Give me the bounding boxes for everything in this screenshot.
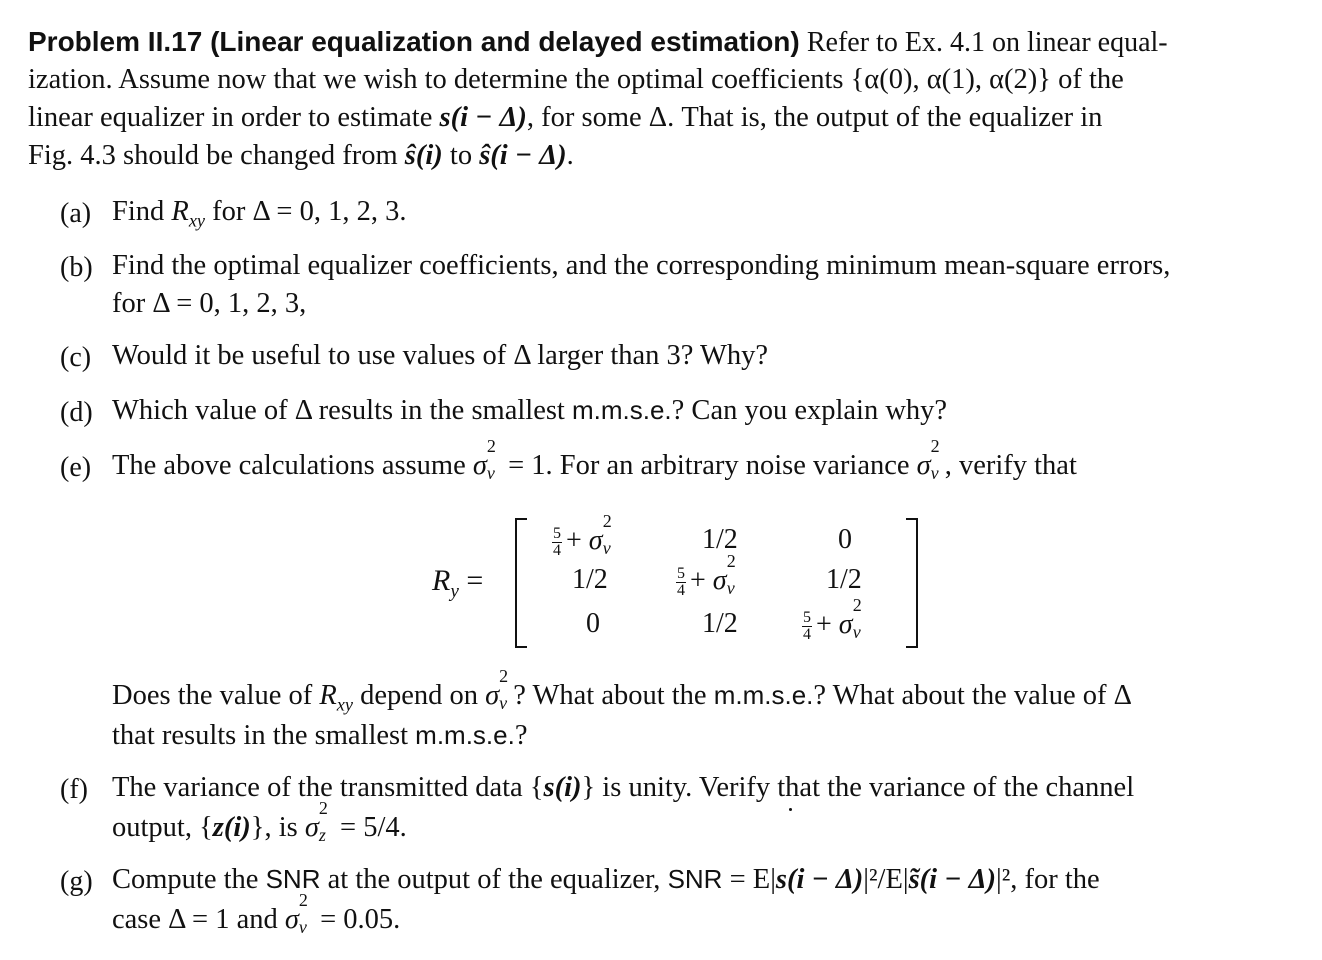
part-d-text: Which value of Δ results in the smallest m.m.s.e.? Can you explain why? [112,395,948,426]
intro-line-4: Fig. 4.3 should be changed from ŝ(i) to ŝ(i − Δ). [28,140,574,171]
part-f-text-1: The variance of the transmitted data {s(i)} is unity. Verify that the variance of the channel [112,772,1135,803]
intro-line-3: linear equalizer in order to estimate s(i − Δ), for some Δ. That is, the output of the equalizer in [28,102,1103,133]
matrix-cell-1-3: 0 [838,524,852,555]
matrix-left-bracket [515,518,527,648]
matrix-cell-1-1: $\frac{5}{4}$ + σ 2 v [553,510,612,559]
part-e-label: (e) [60,452,92,483]
part-c-label: (c) [60,342,92,373]
intro-line-1: Refer to Ex. 4.1 on linear equal- [806,27,1168,58]
part-b-text-2: for Δ = 0, 1, 2, 3, [112,288,307,319]
matrix-right-bracket [906,518,918,648]
matrix-cell-2-3: 1/2 [826,564,862,595]
part-f-text-2: output, {z(i)}, is σ 2 z = 5/4. [112,798,407,845]
intro-line-2: ization. Assume now that we wish to determine the optimal coefficients {α(0), α(1), α(2)} of the [28,64,1124,95]
matrix-cell-2-1: 1/2 [572,564,608,595]
stray-dot [789,808,792,811]
matrix-cell-3-1: 0 [586,608,600,639]
part-b-text-1: Find the optimal equalizer coefficients, and the corresponding minimum mean-square errors, [112,250,1171,281]
part-e-followup-1: Does the value of $R_{xy}$ depend on σ 2 v ? What about the m.m.s.e.? What about the value of Δ [112,666,1132,715]
part-e-text: The above calculations assume σ 2 v = 1. For an arbitrary noise variance σ 2 v , verify that [112,436,1077,483]
part-a-text: Find $R_{xy}$ for Δ = 0, 1, 2, 3. [112,196,407,231]
part-d-label: (d) [60,397,93,428]
part-b-label: (b) [60,252,93,283]
part-g-text-2: case Δ = 1 and σ 2 v = 0.05. [112,890,401,937]
matrix-cell-3-2: 1/2 [702,608,738,639]
part-e-followup-2: that results in the smallest m.m.s.e.? [112,720,528,751]
matrix-label: $R_y$ = [432,564,484,602]
matrix-cell-2-2: $\frac{5}{4}$ + σ 2 v [677,550,736,599]
matrix-cell-3-3: $\frac{5}{4}$ + σ 2 v [803,594,862,643]
part-a-label: (a) [60,198,92,229]
part-f-label: (f) [60,774,88,805]
matrix-cell-1-2: 1/2 [702,524,738,555]
part-g-label: (g) [60,866,93,897]
part-c-text: Would it be useful to use values of Δ larger than 3? Why? [112,340,769,371]
part-g-text-1: Compute the SNR at the output of the equalizer, SNR = E|s(i − Δ)|²/E|s̃(i − Δ)|², for the [112,864,1100,895]
problem-title: Problem II.17 (Linear equalization and delayed estimation) [28,26,800,57]
problem-header-line-1 [28,28,1168,58]
